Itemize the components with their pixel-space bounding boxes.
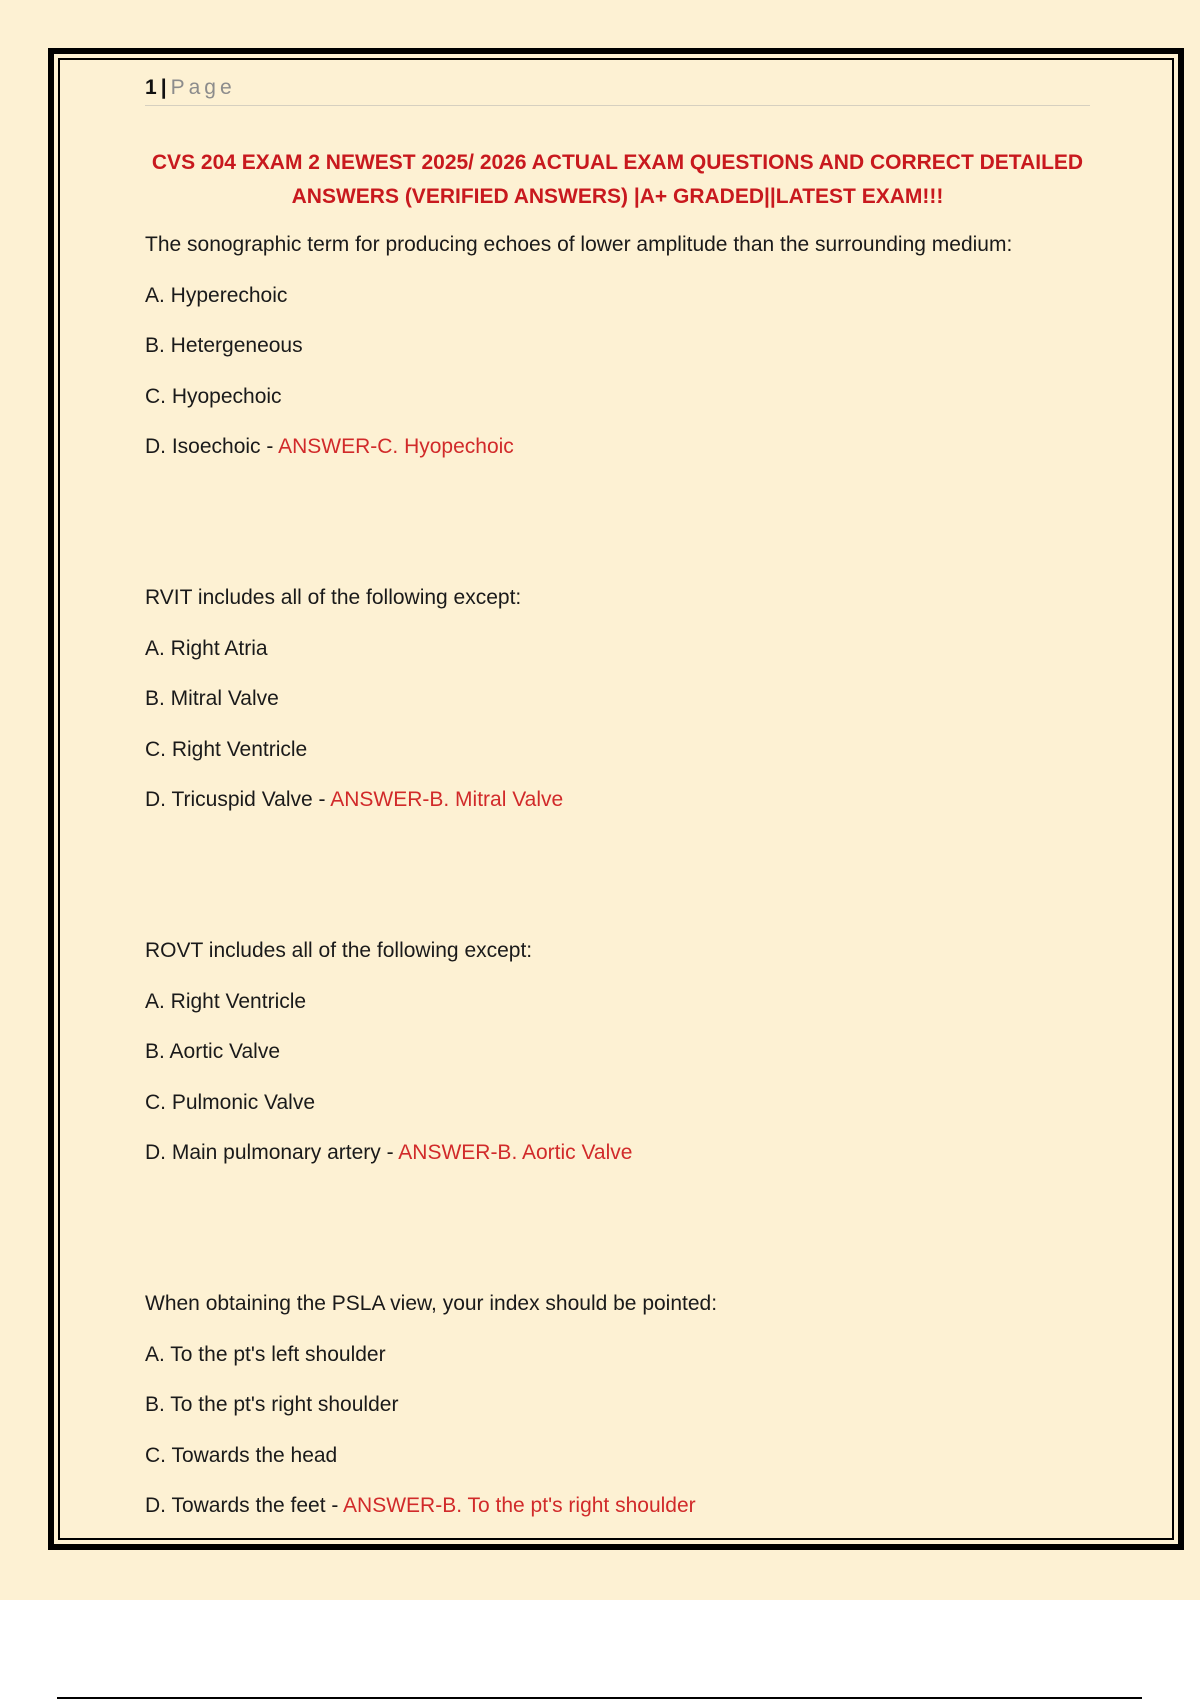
option-b: B. Mitral Valve: [145, 687, 279, 710]
option-d: D. Tricuspid Valve -: [145, 788, 331, 811]
question-2: [145, 582, 1105, 835]
question-list: [145, 229, 1105, 1641]
question-3: [145, 935, 1105, 1188]
question-prompt: When obtaining the PSLA view, your index should be pointed:: [145, 1292, 718, 1315]
option-b: B. Aortic Valve: [145, 1040, 281, 1063]
option-b: B. To the pt's right shoulder: [145, 1393, 399, 1416]
option-a: A. Right Atria: [145, 636, 268, 660]
question-prompt: RVIT includes all of the following except:: [145, 586, 522, 609]
option-d: D. Isoechoic -: [145, 435, 279, 458]
answer-text: ANSWER-B. Aortic Valve: [398, 1141, 633, 1164]
question-1: [145, 229, 1105, 482]
option-d: D. Towards the feet -: [145, 1494, 344, 1517]
page-label: Page: [170, 76, 236, 99]
page-header: [145, 74, 1090, 106]
header-separator: |: [160, 76, 167, 99]
answer-text: ANSWER-B. To the pt's right shoulder: [343, 1494, 696, 1517]
title-line-1: CVS 204 EXAM 2 NEWEST 2025/ 2026 ACTUAL EXAM QUESTIONS AND CORRECT DETAILED: [151, 151, 1084, 174]
option-a: A. Hyperechoic: [145, 283, 288, 307]
question-4: [145, 1288, 1105, 1541]
option-c: C. Towards the head: [145, 1443, 338, 1467]
option-d: D. Main pulmonary artery -: [145, 1141, 399, 1164]
option-b: B. Hetergeneous: [145, 334, 303, 357]
option-d-with-answer: [145, 1137, 1105, 1188]
option-c: C. Pulmonic Valve: [145, 1090, 316, 1114]
next-page-top-rule: [57, 1697, 1142, 1699]
option-d-with-answer: [145, 784, 1105, 835]
option-c: C. Right Ventricle: [145, 737, 308, 761]
title-line-2: ANSWERS (VERIFIED ANSWERS) |A+ GRADED||LATEST EXAM!!!: [291, 185, 944, 208]
answer-text: ANSWER-C. Hyopechoic: [278, 435, 514, 458]
option-a: A. To the pt's left shoulder: [145, 1342, 386, 1366]
option-a: A. Right Ventricle: [145, 989, 307, 1013]
answer-text: ANSWER-B. Mitral Valve: [330, 788, 564, 811]
option-c: C. Hyopechoic: [145, 384, 282, 408]
document-title: [145, 146, 1090, 214]
question-prompt: ROVT includes all of the following except:: [145, 939, 533, 962]
option-d-with-answer: [145, 431, 1105, 482]
question-prompt: The sonographic term for producing echoes of lower amplitude than the surrounding medium:: [145, 233, 1013, 256]
option-d-with-answer: [145, 1490, 1105, 1541]
page-number: 1: [145, 76, 157, 99]
